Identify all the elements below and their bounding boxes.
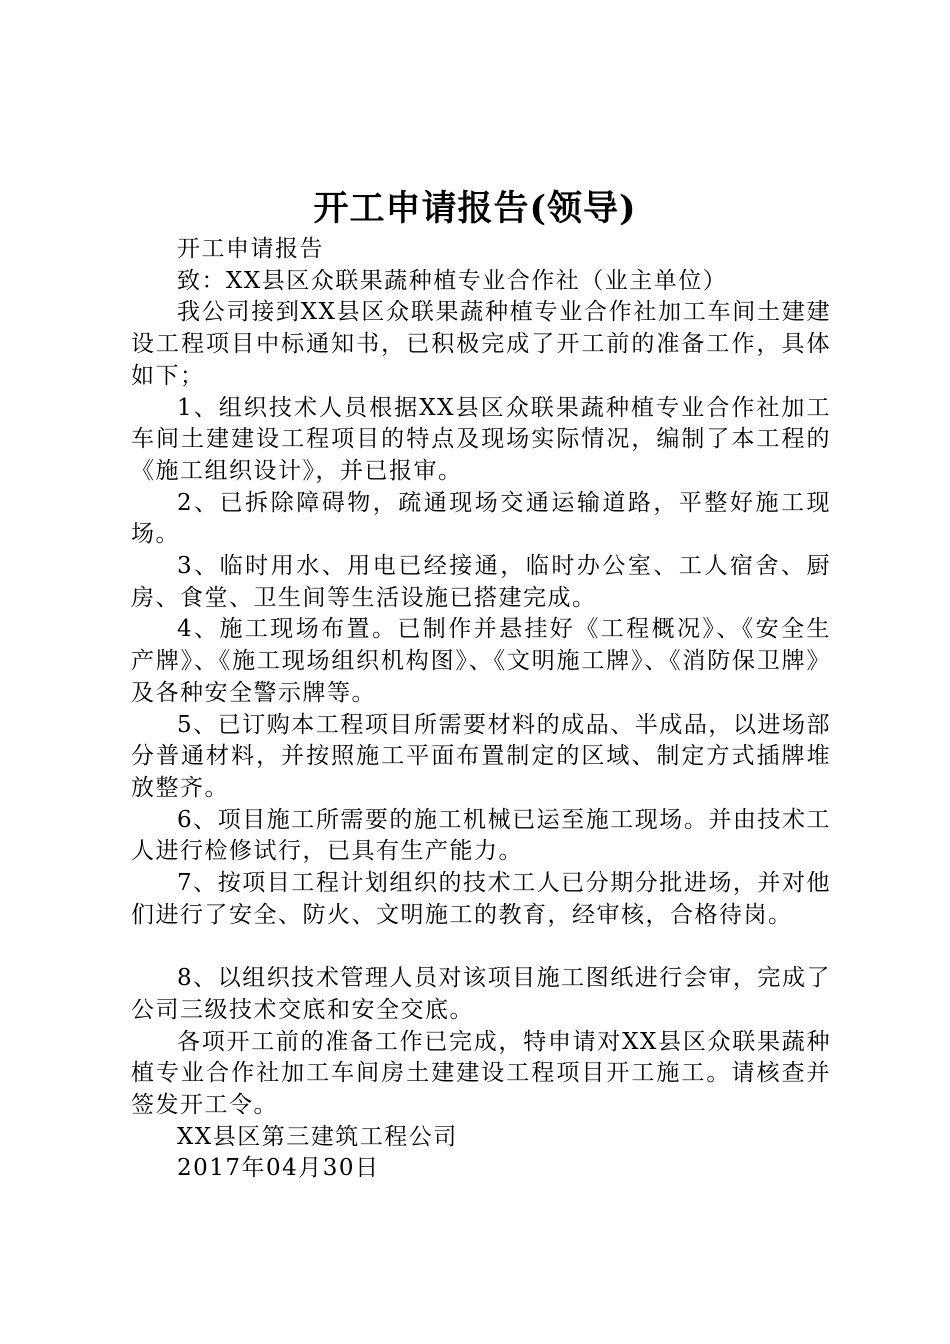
item-6-paragraph: 6、项目施工所需要的施工机械已运至施工现场。并由技术工人进行检修试行，已具有生产能力。 <box>131 806 831 865</box>
heading-line: 开工申请报告 <box>177 236 324 262</box>
item-5-paragraph: 5、已订购本工程项目所需要材料的成品、半成品，以进场部分普通材料，并按照施工平面布置制定的区域、制定方式插牌堆放整齐。 <box>131 711 831 801</box>
item-4-paragraph: 4、施工现场布置。已制作并悬挂好《工程概况》、《安全生产牌》、《施工现场组织机构图》、《文明施工牌》、《消防保卫牌》及各种安全警示牌等。 <box>131 616 831 706</box>
item-7-paragraph: 7、按项目工程计划组织的技术工人已分期分批进场，并对他们进行了安全、防火、文明施工的教育，经审核，合格待岗。 <box>131 870 831 928</box>
item-1-paragraph: 1、组织技术人员根据XX县区众联果蔬种植专业合作社加工车间土建建设工程项目的特点及现场实际情况，编制了本工程的《施工组织设计》，并已报审。 <box>131 394 831 484</box>
request-paragraph: 各项开工前的准备工作已完成，特申请对XX县区众联果蔬种植专业合作社加工车间房土建建设工程项目开工施工。请核查并签发开工令。 <box>131 1028 831 1118</box>
item-8-paragraph: 8、以组织技术管理人员对该项目施工图纸进行会审，完成了公司三级技术交底和安全交底。 <box>131 965 831 1023</box>
intro-paragraph: 我公司接到XX县区众联果蔬种植专业合作社加工车间土建建设工程项目中标通知书，已积极完成了开工前的准备工作，具体如下； <box>131 299 831 389</box>
document-title: 开工申请报告(领导) <box>313 188 637 229</box>
signature-date: 2017年04月30日 <box>177 1155 380 1182</box>
item-2-paragraph: 2、已拆除障碍物，疏通现场交通运输道路，平整好施工现场。 <box>131 489 831 548</box>
document-body <box>131 234 831 1185</box>
addressee-line: 致：XX县区众联果蔬种植专业合作社（业主单位） <box>177 267 728 294</box>
signature-company: XX县区第三建筑工程公司 <box>177 1123 458 1150</box>
item-3-paragraph: 3、临时用水、用电已经接通，临时办公室、工人宿舍、厨房、食堂、卫生间等生活设施已搭建完成。 <box>131 553 831 611</box>
